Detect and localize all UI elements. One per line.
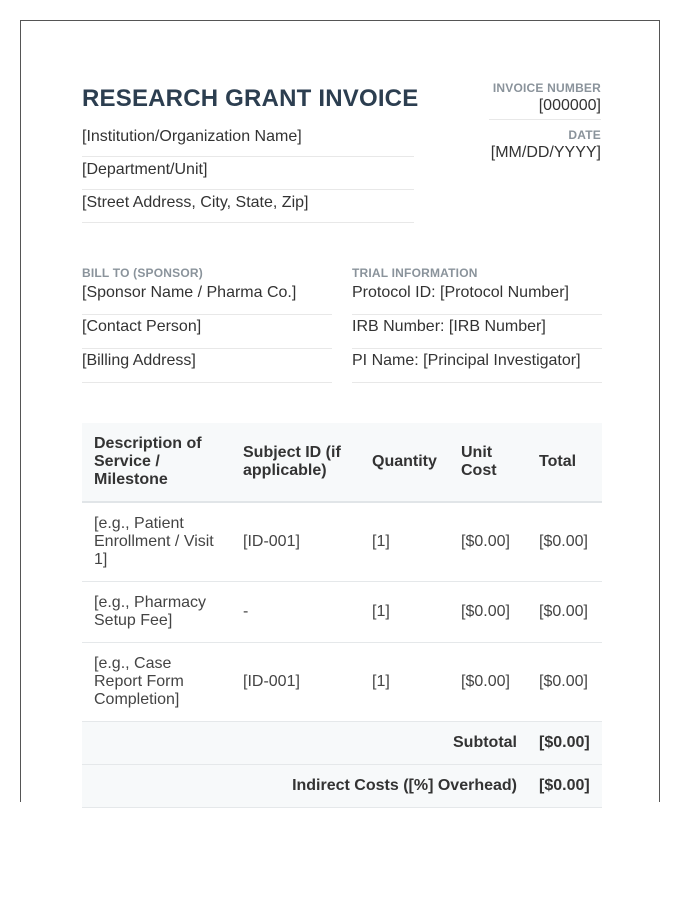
cell-unit-cost[interactable]: [$0.00] [449, 643, 527, 722]
header-subject-id: Subject ID (if applicable) [231, 423, 360, 502]
table-row [82, 582, 602, 643]
cell-subject-id[interactable]: [ID-001] [231, 643, 360, 722]
cell-quantity[interactable]: [1] [360, 582, 449, 643]
invoice-number-label: INVOICE NUMBER [492, 81, 601, 95]
date-label: DATE [568, 128, 601, 142]
trial-info-label: TRIAL INFORMATION [352, 266, 478, 280]
cell-total[interactable]: [$0.00] [527, 502, 602, 582]
cell-total[interactable]: [$0.00] [527, 643, 602, 722]
address-field[interactable]: [Street Address, City, State, Zip] [82, 191, 414, 223]
cell-total[interactable]: [$0.00] [527, 582, 602, 643]
billing-address-field[interactable]: [Billing Address] [82, 350, 332, 383]
header-total: Total [527, 423, 602, 502]
pi-name-field[interactable]: PI Name: [Principal Investigator] [352, 350, 602, 383]
indirect-costs-label: Indirect Costs ([%] Overhead) [82, 765, 527, 808]
indirect-costs-value[interactable]: [$0.00] [527, 765, 602, 808]
cell-unit-cost[interactable]: [$0.00] [449, 582, 527, 643]
org-name-field[interactable]: [Institution/Organization Name] [82, 125, 414, 157]
cell-unit-cost[interactable]: [$0.00] [449, 502, 527, 582]
cell-description[interactable]: [e.g., Patient Enrollment / Visit 1] [82, 502, 231, 582]
invoice-title: RESEARCH GRANT INVOICE [82, 85, 419, 112]
table-row [82, 502, 602, 582]
organization-info [82, 125, 414, 224]
cell-quantity[interactable]: [1] [360, 502, 449, 582]
header-unit-cost: Unit Cost [449, 423, 527, 502]
bill-to-section [82, 266, 332, 384]
cell-description[interactable]: [e.g., Pharmacy Setup Fee] [82, 582, 231, 643]
cell-subject-id[interactable]: - [231, 582, 360, 643]
cell-description[interactable]: [e.g., Case Report Form Completion] [82, 643, 231, 722]
protocol-id-field[interactable]: Protocol ID: [Protocol Number] [352, 282, 602, 315]
subtotal-row [82, 722, 602, 765]
subtotal-value[interactable]: [$0.00] [527, 722, 602, 765]
header-quantity: Quantity [360, 423, 449, 502]
subtotal-label: Subtotal [82, 722, 527, 765]
table-header-row [82, 423, 602, 502]
invoice-number-field[interactable]: [000000] [489, 97, 601, 120]
contact-person-field[interactable]: [Contact Person] [82, 316, 332, 349]
cell-subject-id[interactable]: [ID-001] [231, 502, 360, 582]
department-field[interactable]: [Department/Unit] [82, 158, 414, 190]
indirect-costs-row [82, 765, 602, 808]
date-field[interactable]: [MM/DD/YYYY] [490, 144, 601, 161]
trial-info-section [352, 266, 602, 384]
cell-quantity[interactable]: [1] [360, 643, 449, 722]
invoice-meta [489, 81, 601, 166]
bill-to-label: BILL TO (SPONSOR) [82, 266, 203, 280]
table-row [82, 643, 602, 722]
sponsor-name-field[interactable]: [Sponsor Name / Pharma Co.] [82, 282, 332, 315]
invoice-page [20, 20, 660, 802]
line-items-table [82, 423, 602, 808]
irb-number-field[interactable]: IRB Number: [IRB Number] [352, 316, 602, 349]
header-description: Description of Service / Milestone [82, 423, 231, 502]
